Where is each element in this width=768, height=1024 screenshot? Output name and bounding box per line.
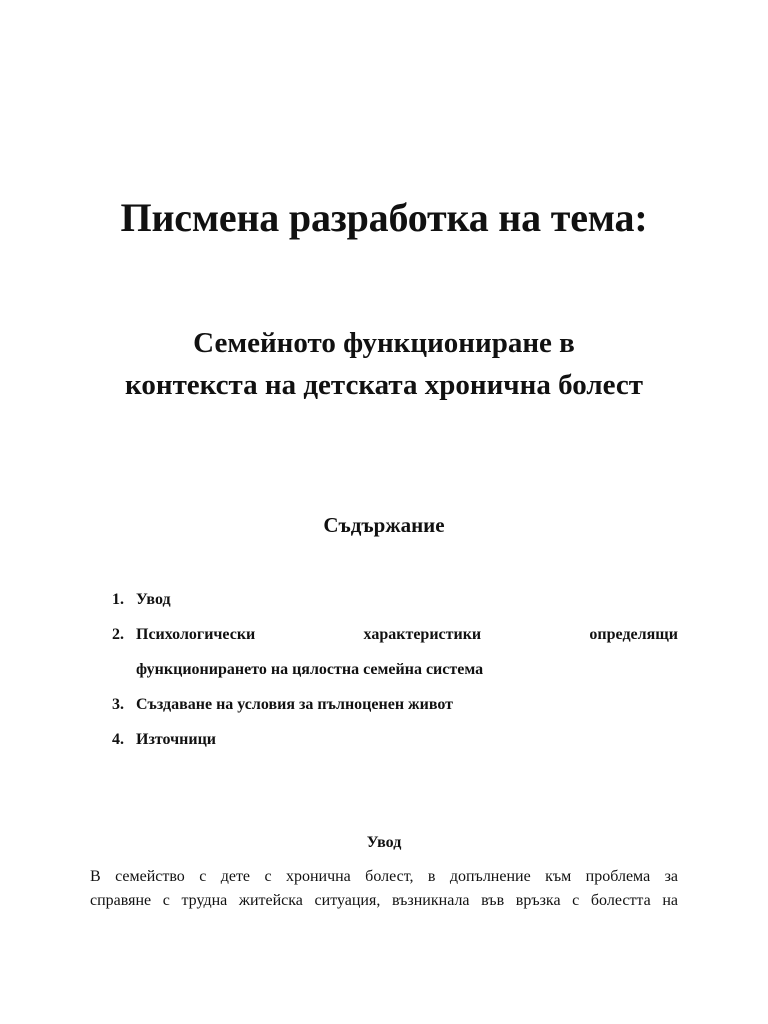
toc-item-number: 2. (112, 626, 124, 643)
intro-paragraph (90, 865, 678, 913)
toc-item-intro (112, 582, 678, 617)
paragraph-line: В семейство с дете с хронична болест, в допълнение към проблема за (90, 868, 678, 885)
section-heading-intro: Увод (366, 834, 402, 851)
toc-heading: Съдържание (323, 513, 445, 537)
toc-item-psychological (112, 617, 678, 687)
paragraph-line: справяне с трудна житейска ситуация, възникнала във връзка с болестта на (90, 892, 678, 909)
table-of-contents (112, 582, 678, 757)
document-subtitle (0, 322, 768, 406)
toc-item-label: Увод (136, 591, 171, 608)
toc-item-number: 4. (112, 731, 124, 748)
toc-item-label: Създаване на условия за пълноценен живот (136, 696, 454, 713)
subtitle-line: Семейното функциониране в (193, 327, 575, 359)
toc-item-number: 3. (112, 696, 124, 713)
toc-item-conditions (112, 687, 678, 722)
toc-item-label-continued: функционирането на цялостна семейна система (136, 661, 484, 678)
toc-item-label: Психологически характеристики определящи (136, 626, 678, 643)
subtitle-line: контекста на детската хронична болест (125, 369, 643, 401)
toc-item-number: 1. (112, 591, 124, 608)
toc-item-sources (112, 722, 678, 757)
toc-item-label: Източници (136, 731, 217, 748)
document-title: Писмена разработка на тема: (120, 195, 648, 240)
